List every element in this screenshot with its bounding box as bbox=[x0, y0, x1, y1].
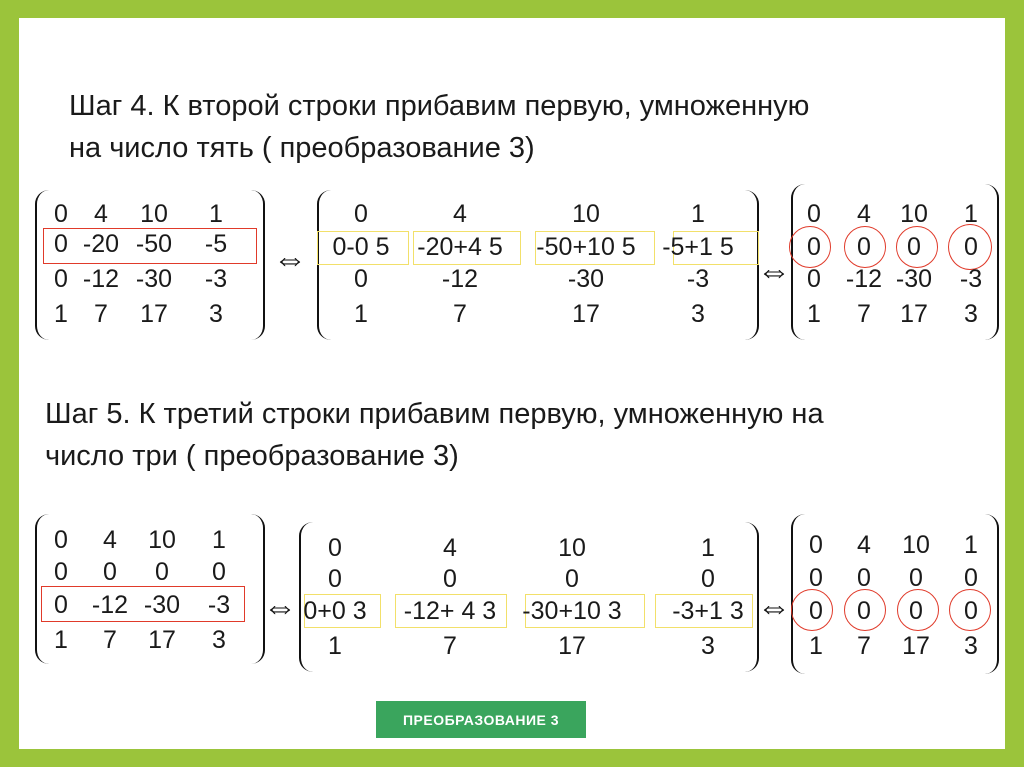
matrix-cell: 0 bbox=[807, 233, 821, 261]
equivalence-arrow: ⇔ bbox=[263, 588, 297, 626]
matrix-cell: 0 bbox=[565, 565, 579, 593]
matrix-cell: 4 bbox=[857, 531, 871, 559]
matrix-cell: 0 bbox=[857, 233, 871, 261]
matrix-cell: -12+ 4 3 bbox=[403, 597, 497, 625]
matrix-cell: 7 bbox=[94, 300, 108, 328]
matrix-cell: -12 bbox=[441, 265, 479, 293]
matrix-cell: 1 bbox=[354, 300, 368, 328]
matrix-cell: 0 bbox=[964, 233, 978, 261]
matrix-cell: 1 bbox=[209, 200, 223, 228]
matrix-cell: -12 bbox=[82, 265, 120, 293]
step4-m2-left-bracket bbox=[317, 190, 349, 340]
matrix-cell: 10 bbox=[902, 531, 930, 559]
matrix-cell: 0 bbox=[809, 564, 823, 592]
matrix-cell: 1 bbox=[809, 632, 823, 660]
step4-heading-line2: на число тять ( преобразование 3) bbox=[69, 132, 535, 164]
matrix-cell: 10 bbox=[572, 200, 600, 228]
matrix-cell: 0 bbox=[212, 558, 226, 586]
matrix-cell: -3 bbox=[959, 265, 983, 293]
matrix-cell: 0 bbox=[103, 558, 117, 586]
matrix-cell: 17 bbox=[148, 626, 176, 654]
matrix-cell: 0 bbox=[909, 597, 923, 625]
matrix-cell: -3 bbox=[204, 265, 228, 293]
matrix-cell: 7 bbox=[857, 300, 871, 328]
matrix-cell: 7 bbox=[443, 632, 457, 660]
equivalence-arrow: ⇔ bbox=[757, 252, 791, 290]
matrix-cell: 3 bbox=[964, 632, 978, 660]
matrix-cell: 0 bbox=[354, 200, 368, 228]
matrix-cell: 17 bbox=[902, 632, 930, 660]
matrix-cell: 17 bbox=[558, 632, 586, 660]
matrix-cell: 1 bbox=[691, 200, 705, 228]
matrix-cell: -5+1 5 bbox=[662, 233, 734, 261]
matrix-cell: 0+0 3 bbox=[303, 597, 367, 625]
matrix-cell: 0 bbox=[807, 265, 821, 293]
matrix-cell: 0 bbox=[809, 597, 823, 625]
matrix-cell: 1 bbox=[328, 632, 342, 660]
matrix-cell: 10 bbox=[148, 526, 176, 554]
step4-m2-right-bracket bbox=[727, 190, 759, 340]
matrix-cell: 0 bbox=[807, 200, 821, 228]
matrix-cell: 1 bbox=[964, 531, 978, 559]
matrix-cell: 4 bbox=[103, 526, 117, 554]
matrix-cell: -20+4 5 bbox=[417, 233, 503, 261]
matrix-cell: 0 bbox=[909, 564, 923, 592]
step5-heading-line2: число три ( преобразование 3) bbox=[45, 440, 459, 472]
matrix-cell: 0 bbox=[328, 534, 342, 562]
matrix-cell: 0 bbox=[328, 565, 342, 593]
matrix-cell: 1 bbox=[807, 300, 821, 328]
matrix-cell: 0 bbox=[701, 565, 715, 593]
matrix-cell: 0-0 5 bbox=[332, 233, 390, 261]
matrix-cell: -3+1 3 bbox=[672, 597, 744, 625]
matrix-cell: 4 bbox=[857, 200, 871, 228]
matrix-cell: -12 bbox=[91, 591, 129, 619]
matrix-cell: 0 bbox=[964, 564, 978, 592]
matrix-cell: 10 bbox=[558, 534, 586, 562]
matrix-cell: 4 bbox=[453, 200, 467, 228]
matrix-cell: 1 bbox=[212, 526, 226, 554]
matrix-cell: -30 bbox=[143, 591, 181, 619]
matrix-cell: -50+10 5 bbox=[536, 233, 636, 261]
matrix-cell: 17 bbox=[900, 300, 928, 328]
matrix-cell: 3 bbox=[691, 300, 705, 328]
matrix-cell: 0 bbox=[54, 526, 68, 554]
matrix-cell: 0 bbox=[155, 558, 169, 586]
matrix-cell: 17 bbox=[572, 300, 600, 328]
matrix-cell: -30 bbox=[895, 265, 933, 293]
matrix-cell: -12 bbox=[845, 265, 883, 293]
matrix-cell: 3 bbox=[964, 300, 978, 328]
matrix-cell: -30 bbox=[135, 265, 173, 293]
matrix-cell: -3 bbox=[207, 591, 231, 619]
matrix-cell: 7 bbox=[453, 300, 467, 328]
matrix-cell: 1 bbox=[54, 300, 68, 328]
matrix-cell: 1 bbox=[701, 534, 715, 562]
matrix-cell: 0 bbox=[54, 230, 68, 258]
step5-heading-line1: Шаг 5. К третий строки прибавим первую, умноженную на bbox=[45, 398, 824, 430]
matrix-cell: 0 bbox=[54, 558, 68, 586]
matrix-cell: 1 bbox=[54, 626, 68, 654]
matrix-cell: -30 bbox=[567, 265, 605, 293]
matrix-cell: 10 bbox=[900, 200, 928, 228]
matrix-cell: -3 bbox=[686, 265, 710, 293]
transformation-badge[interactable]: ПРЕОБРАЗОВАНИЕ 3 bbox=[376, 701, 586, 738]
equivalence-arrow: ⇔ bbox=[273, 240, 307, 278]
matrix-cell: 0 bbox=[54, 200, 68, 228]
equivalence-arrow: ⇔ bbox=[757, 588, 791, 626]
matrix-cell: -5 bbox=[204, 230, 228, 258]
matrix-cell: 0 bbox=[857, 597, 871, 625]
matrix-cell: 17 bbox=[140, 300, 168, 328]
matrix-cell: 0 bbox=[54, 265, 68, 293]
matrix-cell: 10 bbox=[140, 200, 168, 228]
step4-m1-right-bracket bbox=[233, 190, 265, 340]
matrix-cell: 0 bbox=[54, 591, 68, 619]
matrix-cell: 1 bbox=[964, 200, 978, 228]
matrix-cell: 0 bbox=[443, 565, 457, 593]
matrix-cell: -30+10 3 bbox=[522, 597, 622, 625]
step4-heading-line1: Шаг 4. К второй строки прибавим первую, умноженную bbox=[69, 90, 810, 122]
matrix-cell: -20 bbox=[82, 230, 120, 258]
matrix-cell: 0 bbox=[809, 531, 823, 559]
matrix-cell: 3 bbox=[209, 300, 223, 328]
matrix-cell: 7 bbox=[103, 626, 117, 654]
matrix-cell: 0 bbox=[857, 564, 871, 592]
matrix-cell: 4 bbox=[94, 200, 108, 228]
matrix-cell: 0 bbox=[354, 265, 368, 293]
matrix-cell: 3 bbox=[701, 632, 715, 660]
slide bbox=[19, 18, 1005, 749]
matrix-cell: 0 bbox=[964, 597, 978, 625]
matrix-cell: 7 bbox=[857, 632, 871, 660]
matrix-cell: 0 bbox=[907, 233, 921, 261]
matrix-cell: 4 bbox=[443, 534, 457, 562]
matrix-cell: -50 bbox=[135, 230, 173, 258]
matrix-cell: 3 bbox=[212, 626, 226, 654]
